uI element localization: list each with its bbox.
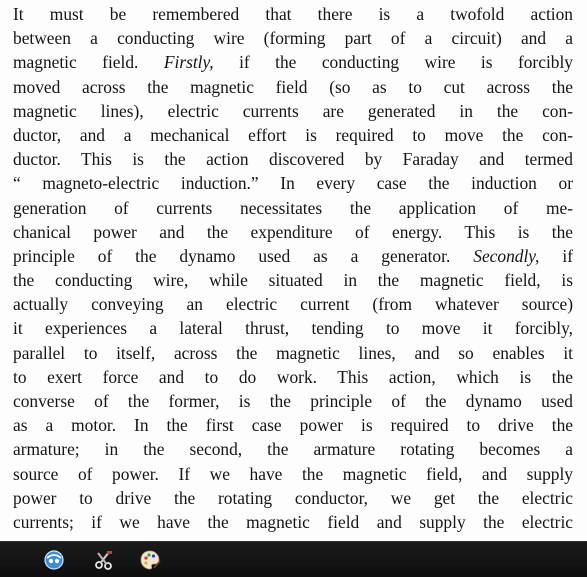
text-line: source of power. If we have the magnetic field, and supply — [13, 463, 573, 484]
text-line: armature; in the second, the armature rotating becomes a — [13, 439, 573, 460]
text-line: actually conveying an electric current (from whatever source) — [13, 294, 573, 315]
text-line: as a motor. In the first case power is required to drive the — [13, 415, 573, 436]
text-line: magnetic field. Firstly, if the conducting wire is forcibly — [13, 52, 574, 73]
text-line: chanical power and the expenditure of energy. This is the — [13, 221, 573, 242]
text-line: the conducting wire, while situated in the magnetic field, is — [13, 270, 573, 291]
text-line: moved across the magnetic field (so as to cut across the — [13, 76, 573, 97]
text-line: generation of currents necessitates the application of me- — [13, 197, 573, 218]
text-line: ductor. This is the action discovered by Faraday and termed — [13, 149, 573, 170]
text-line: it experiences a lateral thrust, tending to move it forcibly, — [13, 318, 573, 339]
text-line: power to drive the rotating conductor, we get the electric — [13, 487, 573, 508]
taskbar — [0, 541, 587, 577]
text-line: ductor, and a mechanical effort is required to move the con- — [13, 124, 573, 145]
text-line: “ magneto-electric induction.” In every case the induction or — [13, 173, 573, 194]
browser-icon[interactable] — [42, 548, 66, 572]
text-line: It must be remembered that there is a twofold action — [13, 4, 573, 24]
text-line: principle of the dynamo used as a generator. Secondly, if — [13, 245, 573, 266]
paragraph — [13, 2, 573, 534]
text-line: magnetic lines), electric currents are generated in the con- — [13, 100, 573, 121]
paint-palette-icon[interactable] — [138, 548, 162, 572]
text-line: parallel to itself, across the magnetic lines, and so enables it — [13, 342, 573, 363]
text-line: converse of the former, is the principle of the dynamo used — [13, 391, 573, 411]
text-line: currents; if we have the magnetic field and supply the electric — [13, 511, 573, 532]
scissors-tool-icon[interactable] — [92, 548, 116, 572]
text-line: between a conducting wire (forming part of a circuit) and a — [13, 28, 573, 49]
text-line: to exert force and to do work. This action, which is the — [13, 366, 573, 387]
